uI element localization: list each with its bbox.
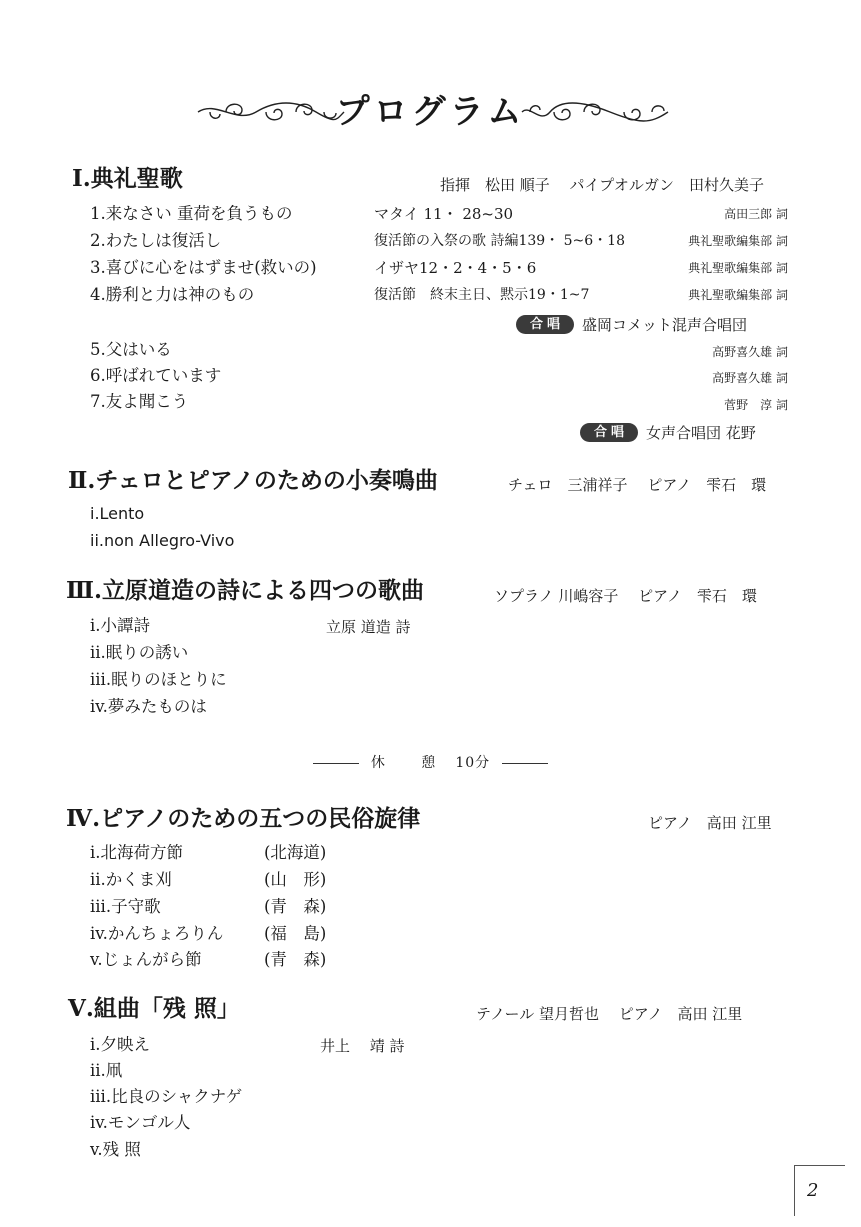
section-1-title: Ⅰ.典礼聖歌 — [72, 165, 183, 192]
section-1-performers: 指揮 松田 順子 パイプオルガン 田村久美子 — [440, 176, 764, 194]
intermission-rule-right — [502, 763, 548, 764]
s4-item-3-region: (青 森) — [264, 897, 327, 916]
title-block — [0, 88, 861, 136]
s1-item-2-author: 典礼聖歌編集部 詞 — [688, 234, 788, 248]
s1-item-5-author: 高野喜久雄 詞 — [712, 345, 788, 359]
intermission — [0, 752, 861, 774]
s4-item-2-label: ii.かくま刈 — [90, 870, 172, 889]
s4-item-5-label: v.じょんがら節 — [90, 950, 202, 969]
s1-item-2-source: 復活節の入祭の歌 詩編139・ 5~6・18 — [374, 233, 625, 249]
s1-item-4-source: 復活節 終末主日、黙示19・1~7 — [374, 287, 590, 303]
section-5-title: Ⅴ.組曲「残 照」 — [68, 995, 240, 1022]
intermission-duration: 10分 — [455, 755, 491, 771]
s1-item-6-label: 6.呼ばれています — [90, 366, 222, 385]
section-4-title: Ⅳ.ピアノのための五つの民俗旋律 — [66, 805, 421, 832]
s1-item-1-label: 1.来なさい 重荷を負うもの — [90, 204, 293, 223]
s1-item-7-label: 7.友よ聞こう — [90, 392, 189, 411]
s4-item-2-region: (山 形) — [264, 870, 327, 889]
s1-item-4-author: 典礼聖歌編集部 詞 — [688, 288, 788, 302]
s1-item-3-label: 3.喜びに心をはずませ(救いの) — [90, 258, 317, 277]
s1-item-4-label: 4.勝利と力は神のもの — [90, 285, 255, 304]
page-title: プログラム — [335, 92, 526, 132]
s4-item-1-label: i.北海荷方節 — [90, 843, 184, 862]
s3-item-3: iii.眠りのほとりに — [90, 670, 227, 689]
section-2-performers: チェロ 三浦祥子 ピアノ 雫石 環 — [508, 476, 767, 494]
s1-choir-1 — [516, 312, 747, 337]
section-2-title: Ⅱ.チェロとピアノのための小奏鳴曲 — [68, 467, 438, 494]
choir-badge-2: 合唱 — [580, 423, 638, 442]
s1-item-5-label: 5.父はいる — [90, 340, 172, 359]
s5-item-5: v.残 照 — [90, 1140, 141, 1159]
s5-item-3: iii.比良のシャクナゲ — [90, 1087, 243, 1106]
s5-poet: 井上 靖 詩 — [320, 1037, 405, 1055]
s4-item-4-label: iv.かんちょろりん — [90, 924, 224, 943]
s1-choir-2 — [580, 420, 756, 445]
section-4-performers: ピアノ 高田 江里 — [648, 814, 772, 832]
section-5-performers: テノール 望月哲也 ピアノ 高田 江里 — [476, 1005, 743, 1023]
s3-item-1: i.小譚詩 — [90, 616, 151, 635]
choir-1-name: 盛岡コメット混声合唱団 — [582, 315, 748, 334]
s5-item-2: ii.凧 — [90, 1061, 123, 1080]
page-number-box — [794, 1165, 845, 1216]
s3-item-2: ii.眠りの誘い — [90, 643, 189, 662]
s1-item-1-author: 高田三郎 詞 — [724, 207, 788, 221]
s3-poet: 立原 道造 詩 — [326, 618, 411, 636]
choir-2-name: 女声合唱団 花野 — [646, 423, 756, 442]
s3-item-4: iv.夢みたものは — [90, 697, 207, 716]
section-3-performers: ソプラノ 川嶋容子 ピアノ 雫石 環 — [494, 587, 757, 605]
s4-item-3-label: iii.子守歌 — [90, 897, 161, 916]
section-3-title: Ⅲ.立原道造の詩による四つの歌曲 — [66, 577, 425, 604]
s2-item-2: ii.non Allegro-Vivo — [90, 531, 235, 550]
s1-item-3-source: イザヤ12・2・4・5・6 — [374, 259, 537, 277]
s5-item-4: iv.モンゴル人 — [90, 1113, 191, 1132]
s2-item-1: i.Lento — [90, 504, 145, 523]
ornament-right-icon — [520, 94, 670, 130]
s1-item-1-source: マタイ 11・ 28~30 — [374, 205, 514, 223]
s4-item-4-region: (福 島) — [264, 924, 327, 943]
s4-item-1-region: (北海道) — [264, 843, 327, 862]
intermission-rule-left — [313, 763, 359, 764]
s1-item-7-author: 菅野 淳 詞 — [724, 398, 788, 412]
s4-item-5-region: (青 森) — [264, 950, 327, 969]
choir-badge-1: 合唱 — [516, 315, 574, 334]
intermission-label: 休 憩 — [370, 755, 452, 771]
s5-item-1: i.夕映え — [90, 1035, 151, 1054]
s1-item-6-author: 高野喜久雄 詞 — [712, 371, 788, 385]
s1-item-3-author: 典礼聖歌編集部 詞 — [688, 261, 788, 275]
page-number: 2 — [807, 1180, 819, 1201]
s1-item-2-label: 2.わたしは復活し — [90, 231, 222, 250]
